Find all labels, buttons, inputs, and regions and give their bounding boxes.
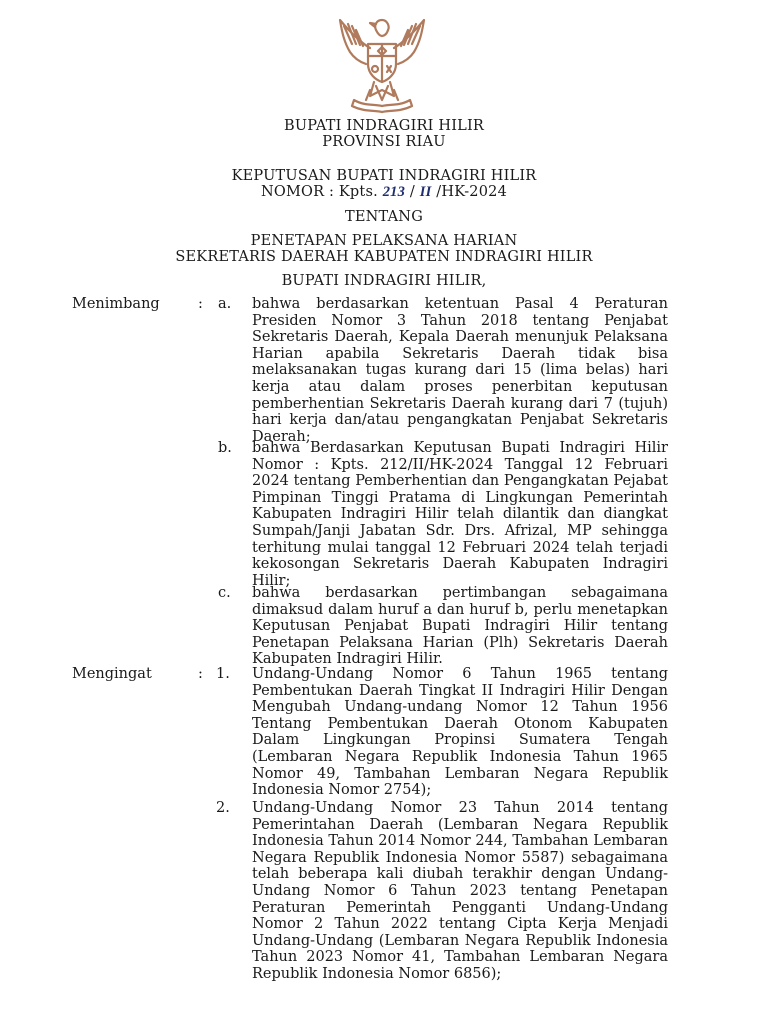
- item-marker: a.: [218, 296, 232, 312]
- issuer-heading: BUPATI INDRAGIRI HILIR,: [281, 273, 487, 289]
- header-line1: BUPATI INDRAGIRI HILIR: [283, 118, 485, 134]
- subject-line1: PENETAPAN PELAKSANA HARIAN: [250, 233, 518, 249]
- mengingat-item-1: Undang-Undang Nomor 6 Tahun 1965 tentang Pembentukan Daerah Tingkat II Indragiri Hilir Dengan Mengubah Undang-undang Nomor 12 Tahun 1956 Tentang Pembentukan Daerah Otonom Kabupaten Dalam Lingkungan Propinsi Sumatera Tengah (Lembaran Negara Republik Indonesia Tahun 1965 Nomor 49, Tambahan Lembaran Negara Republik Indonesia Nomor 2754);: [252, 666, 668, 799]
- mengingat-colon: :: [198, 666, 203, 682]
- menimbang-item-b: bahwa Berdasarkan Keputusan Bupati Indragiri Hilir Nomor : Kpts. 212/II/HK-2024 Tanggal 12 Februari 2024 tentang Pemberhentian dan Pengangkatan Pejabat Pimpinan Tinggi Pratama di Lingkungan Pemerintah Kabupaten Indragiri Hilir telah dilantik dan diangkat Sumpah/Janji Jabatan Sdr. Drs. Afrizal, MP sehingga terhitung mulai tanggal 12 Februari 2024 telah terjadi kekosongan Sekretaris Daerah Kabupaten Indragiri Hilir;: [252, 440, 668, 589]
- tentang-heading: TENTANG: [345, 209, 423, 225]
- menimbang-item-c: bahwa berdasarkan pertimbangan sebagaimana dimaksud dalam huruf a dan huruf b, perlu menetapkan Keputusan Penjabat Bupati Indragiri Hilir tentang Penetapan Pelaksana Harian (Plh) Sekretaris Daerah Kabupaten Indragiri Hilir.: [252, 585, 668, 668]
- number-suffix: /HK-2024: [436, 184, 508, 200]
- item-marker: 1.: [216, 666, 230, 682]
- number-separator: /: [409, 184, 415, 200]
- mengingat-label: Mengingat: [72, 666, 152, 682]
- month-handwritten: II: [419, 184, 432, 200]
- menimbang-colon: :: [198, 296, 203, 312]
- number-prefix: NOMOR : Kpts.: [260, 184, 378, 200]
- menimbang-item-a: bahwa berdasarkan ketentuan Pasal 4 Peraturan Presiden Nomor 3 Tahun 2018 tentang Penjabat Sekretaris Daerah, Kepala Daerah menunjuk Pelaksana Harian apabila Sekretaris Daerah tidak bisa melaksanakan tugas kurang dari 15 (lima belas) hari kerja atau dalam proses penerbitan keputusan pemberhentian Sekretaris Daerah kurang dari 7 (tujuh) hari kerja dan/atau pengangkatan Penjabat Sekretaris Daerah;: [252, 296, 668, 445]
- mengingat-item-2: Undang-Undang Nomor 23 Tahun 2014 tentang Pemerintahan Daerah (Lembaran Negara Republik Indonesia Tahun 2014 Nomor 244, Tambahan Lembaran Negara Republik Indonesia Nomor 5587) sebagaimana telah beberapa kali diubah terakhir dengan Undang-Undang Nomor 6 Tahun 2023 tentang Penetapan Peraturan Pemerintah Pengganti Undang-Undang Nomor 2 Tahun 2022 tentang Cipta Kerja Menjadi Undang-Undang (Lembaran Negara Republik Indonesia Tahun 2023 Nomor 41, Tambahan Lembaran Negara Republik Indonesia Nomor 6856);: [252, 800, 668, 982]
- header-line2: PROVINSI RIAU: [322, 134, 446, 150]
- garuda-emblem-icon: [330, 14, 434, 114]
- subject-line2: SEKRETARIS DAERAH KABUPATEN INDRAGIRI HILIR: [175, 249, 593, 265]
- item-marker: 2.: [216, 800, 230, 816]
- decree-title: KEPUTUSAN BUPATI INDRAGIRI HILIR: [231, 168, 537, 184]
- number-handwritten: 213: [382, 184, 406, 200]
- item-marker: b.: [218, 440, 232, 456]
- item-marker: c.: [218, 585, 231, 601]
- menimbang-label: Menimbang: [72, 296, 160, 312]
- decree-number: [0, 184, 768, 201]
